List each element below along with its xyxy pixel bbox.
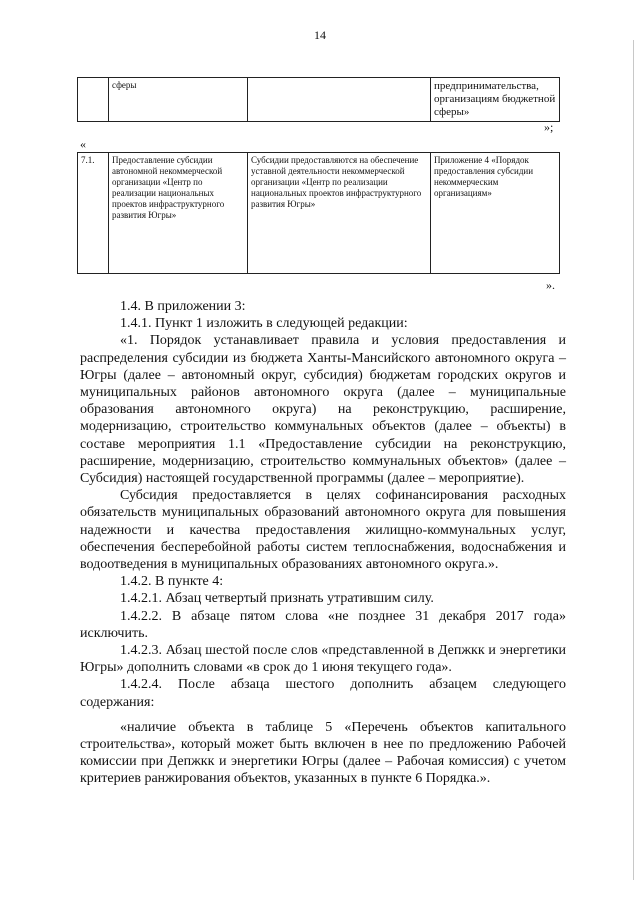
scan-edge-line [633, 40, 634, 880]
table-row [78, 153, 560, 274]
paragraph: «1. Порядок устанавливает правила и условия предоставления и распределения субсидии из бюджета Ханты-Мансийского автономного округа – Югры (далее – автономный округ, субсидия) бюджетам городских округов и муниципальных районов автономного округа (далее – муниципальные образования автономного округа) на реконструкцию, расширение, модернизацию, строительство коммунальных объектов (далее – объекты) в составе мероприятия 1.1 «Предоставление субсидии на реконструкцию, расширение, модернизацию, строительство коммунальных объектов» (далее – Субсидия) настоящей государственной программы (далее – мероприятие). [80, 333, 566, 487]
paragraph: 1.4.2.2. В абзаце пятом слова «не позднее 31 декабря 2017 года» исключить. [80, 608, 566, 641]
table-close-mark-2: ». [546, 278, 555, 292]
table-cell-purpose [248, 78, 431, 122]
document-body [80, 298, 566, 788]
table-continuation [77, 77, 560, 122]
table-cell-number: 7.1. [78, 153, 109, 274]
page-number: 14 [314, 28, 326, 42]
paragraph: 1.4.1. Пункт 1 изложить в следующей редакции: [120, 316, 408, 332]
paragraph: 1.4.2. В пункте 4: [120, 574, 224, 590]
table-open-mark: « [80, 137, 86, 151]
table-cell-purpose: Субсидии предоставляются на обеспечение уставной деятельности некоммерческой организации «Центр по реализации национальных проектов инфраструктурного развития Югры» [248, 153, 431, 274]
table-row-7-1 [77, 152, 560, 274]
table-cell-name: сферы [109, 78, 248, 122]
paragraph: 1.4.2.1. Абзац четвертый признать утратившим силу. [120, 591, 434, 607]
paragraph: «наличие объекта в таблице 5 «Перечень объектов капитального строительства», который может быть включен в нее по предложению Рабочей комиссии при Депжкк и энергетики Югры (далее – Рабочая комиссия) с учетом критериев ранжирования объектов, указанных в пункте 6 Порядка.». [80, 719, 566, 787]
paragraph: 1.4.2.4. После абзаца шестого дополнить абзацем следующего содержания: [80, 677, 566, 710]
table-cell-number [78, 78, 109, 122]
table-close-mark: »; [544, 120, 554, 134]
paragraph: 1.4.2.3. Абзац шестой после слов «представленной в Депжкк и энергетики Югры» дополнить словами «в срок до 1 июня текущего года». [80, 643, 566, 676]
paragraph: 1.4. В приложении 3: [120, 299, 246, 314]
table-cell-document: предпринимательства, организациям бюджетной сферы» [431, 78, 560, 122]
table-row [78, 78, 560, 122]
paragraph: Субсидия предоставляется в целях софинансирования расходных обязательств муниципальных образований автономного округа для повышения надежности и качества предоставления жилищно-коммунальных услуг, обеспечения бесперебойной работы систем теплоснабжения, водоснабжения и водоотведения в муниципальных образованиях автономного округа.». [80, 488, 566, 573]
table-cell-name: Предоставление субсидии автономной некоммерческой организации «Центр по реализации национальных проектов инфраструктурного развития Югры» [109, 153, 248, 274]
table-cell-document: Приложение 4 «Порядок предоставления субсидии некоммерческим организациям» [431, 153, 560, 274]
